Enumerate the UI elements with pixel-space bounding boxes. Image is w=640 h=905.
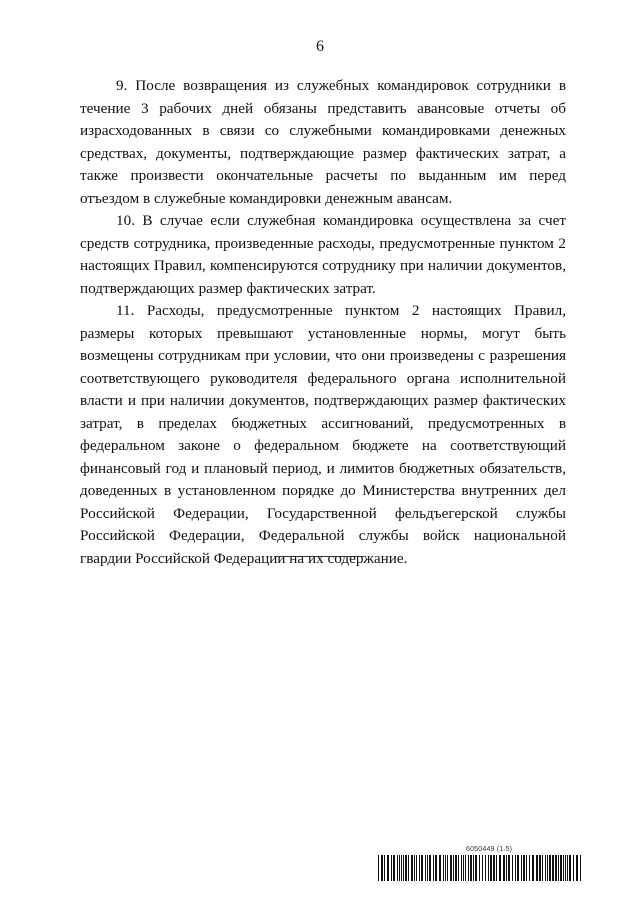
paragraph-10: 10. В случае если служебная командировка осуществлена за счет средств сотрудника, произведенные расходы, предусмотренные пунктом 2 настоящих Правил, компенсируются сотруднику при наличии документов, подтверждающих размер фактических затрат. bbox=[80, 212, 566, 297]
barcode-image bbox=[378, 855, 584, 881]
document-body bbox=[80, 75, 566, 570]
paragraph-11: 11. Расходы, предусмотренные пунктом 2 настоящих Правил, размеры которых превышают установленные нормы, могут быть возмещены сотрудникам при условии, что они произведены с разрешения соответствующего руководителя федерального органа исполнительной власти и при наличии документов, подтверждающих размер фактических затрат, в пределах бюджетных ассигнований, предусмотренных в федеральном законе о федеральном бюджете на соответствующий финансовый год и плановый период, и лимитов бюджетных обязательств, доведенных в установленном порядке до Министерства внутренних дел Российской Федерации, Государственной фельдъегерской службы Российской Федерации, Федеральной службы войск национальной гвардии Российской Федерации на их содержание. bbox=[80, 302, 566, 567]
end-separator-line bbox=[274, 556, 364, 557]
paragraph-9: 9. После возвращения из служебных командировок сотрудники в течение 3 рабочих дней обязаны представить авансовые отчеты об израсходованных в связи со служебными командировками денежных средствах, документы, подтверждающие размер фактических затрат, а также произвести окончательные расчеты по выданным им перед отъездом в служебные командировки денежным авансам. bbox=[80, 77, 566, 207]
page-number: 6 bbox=[316, 38, 324, 55]
document-code: 6050449 (1.5) bbox=[466, 846, 513, 853]
